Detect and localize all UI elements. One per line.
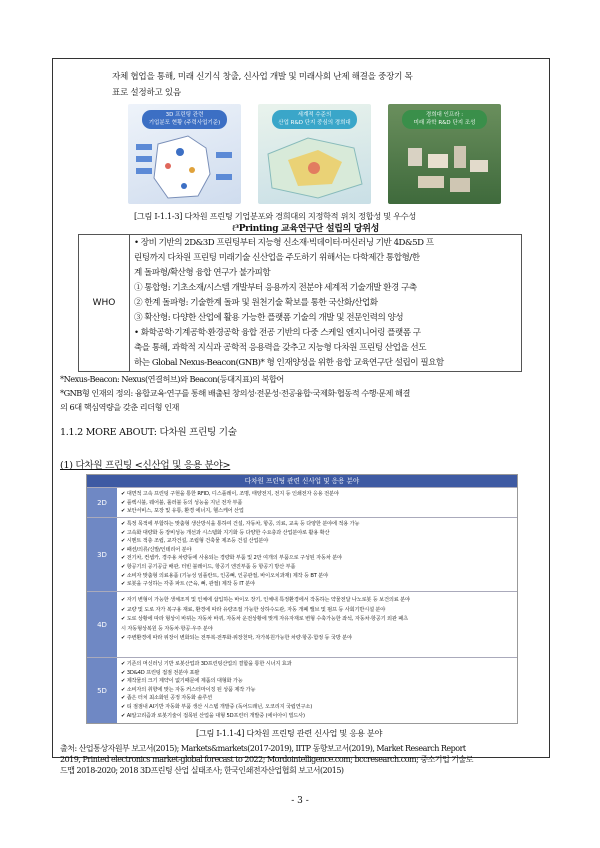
who-line: ③ 확산형: 다양한 산업에 활용 가능한 플랫폼 기술의 개발 및 전문인력의 양성	[134, 313, 404, 323]
rnd-complex-image	[258, 104, 371, 204]
table-title: ℓ³Printing 교육연구단 설립의 당위성	[232, 224, 380, 234]
intro-line: 표로 설정하고 있음	[112, 88, 181, 98]
subsection-heading: (1) 다차원 프린팅 <신산업 및 응용 분야>	[60, 460, 231, 471]
row-items: ✔ 자기 변형이 가능한 생체조직 및 인체에 삽입하는 바이오 장기, 인체내 특정환경에서 작동하는 약물전달 나노로봇 등 보건의료 분야 ✔ 교량 및 도로 자가 복구용 재료, 환경에 따라 유량조절 가능한 상하수도관, 자동 개폐 밸브 및 펌프 등 사회기반시설 분야 ✔ 도로 상황에 따라 형상이 바뀌는 자동차 바퀴, 자동차 운전상황에 맞게 자유자재로 변형 수축가능한 좌석, 자동차·항공기 외관 패츠 시 자동형상복원 등 자동차·항공·우주 분야 ✔ 주변환경에 따라 위장이 변화되는 전투복·전투화·위장천막, 자가복원가능한 차량·항공·함정 등 국방 분야	[121, 597, 410, 642]
table-header: 다차원 프린팅 관련 신사업 및 응용 분야	[87, 475, 517, 487]
page-number: - 3 -	[291, 796, 309, 806]
source-line: 드맵 2018-2020; 2018 3D프린팅 산업 실태조사; 한국인쇄전자산업협회 보고서(2015)	[60, 766, 344, 775]
source-line: 2019, Printed electronics market-global forecast to 2022; Mordointelligence.com; bccresearch.com; 중소기업 기술로	[60, 755, 473, 764]
who-line: • 장비 기반의 2D&3D 프린팅부터 지능형 신소재·빅데이터·머신러닝 기반 4D&5D 프	[134, 238, 434, 248]
who-line: • 화학공학·기계공학·환경공학 융합 전공 기반의 다중 스케일 엔지니어링 플랫폼 구	[134, 328, 421, 338]
row-label: 2D	[87, 488, 117, 518]
who-label: WHO	[79, 235, 130, 371]
row-items: ✔ 기존의 머신러닝 기반 로봇산업과 3D프린팅산업의 결합을 통한 시너지 효과 ✔ 3D&4D 프린팅 접점 전분야 포괄 ✔ 제작물의 크기 제약이 없기때문에 제품의 대형화 가능 ✔ 소비자의 취향에 맞는 자동 커스터마이징 된 상품 제작 가능 ✔ 좁은 터치 최소화된 공정 자동화 솔루션 ✔ 티 점점내 AI기반 자동화 부품 생산 시스템 개발중 (독어드래닌, 오코리지 국립연구소) ✔ AI알고리즘과 로봇기술이 접목된 산업을 대형 5D프린터 개발중 (에이아이 빌드사)	[121, 661, 313, 719]
intro-line: 자체 협업을 통해, 미래 신기식 창출, 신사업 개발 및 미래사회 난제 해결을 중장기 목	[112, 72, 413, 82]
company-map-image	[128, 104, 241, 204]
section-heading: 1.1.2 MORE ABOUT: 다차원 프린팅 기술	[60, 427, 237, 438]
campus-aerial-icon	[388, 104, 501, 204]
korea-map-icon	[128, 104, 241, 204]
image-badge: 3D 프린팅 관련 기업분포 현황 (주력사업기준)	[142, 110, 227, 129]
row-items: ✔ 특정 목적에 부합하는 맞춤형 생산방식을 통하여 건설, 자동차, 항공, 의료, 교육 등 다양한 분야에 적용 가능 ✔ 고속화 대량화 등 장비성능 개선과 시스템화 지기화 등 다양한 수요층과 산업분야로 활용 확산 ✔ 시멘트 적층 조립, 교각건설, 조립형 건축물 제조등 건설 산업분야 ✔ 패션/의류/신발/인테리어 분야 ✔ 전기차, 컨셉카, 경주용 차량등에 사용되는 경량화 부품 및 2만 여개의 부품으로 구성된 자동차 분야 ✔ 항공기의 공기공급 배관, 터빈 블레이드, 항공기 엔진부품 등 항공기 방산 부품 ✔ 소비자 맞춤형 의료용품 (기능성 임플란트, 인공뼈, 인공관절, 바이오치과재) 제작 등 BT 분야 ✔ 로봇을 구성하는 각종 파트 (근육, 뼈, 관절) 제작 등 IT 분야	[121, 521, 360, 588]
row-items: ✔ 대면적 고속 프린팅 구현을 통한 RFID, 디스플레이, 조명, 태양전지, 전지 등 인쇄전자 응용 전분야 ✔ 플렉시블, 웨어블, 롤러블 등의 성능을 지닌 전자 부품 ✔ 보안서비스, 포장 및 유통, 환경 에너지, 헬스케어 산업	[121, 491, 339, 515]
footnote: *GNB형 인재의 정의: 융합교육·연구를 통해 배출된 창의성·전문성·전공융합·국제화·협동적 수행·문제 해결	[60, 388, 410, 398]
table-row	[87, 487, 517, 518]
row-label: 3D	[87, 518, 117, 592]
who-line: 하는 Global Nexus-Beacon(GNB)* 형 인재양성을 위한 융합 교육연구단 설립이 필요함	[134, 358, 444, 368]
who-line: 계 돌파형/확산형 융합 연구가 불가피함	[134, 268, 271, 278]
source-line: 출처: 산업통상자원부 보고서(2015); Markets&markets(2017-2019), IITP 동향보고서(2019), Market Research Report	[60, 744, 466, 753]
table-row	[87, 517, 517, 592]
footnote: 의 6대 핵심역량을 갖춘 리더형 인재	[60, 402, 179, 412]
image-badge: 세계적 수준의 산업 R&D 단지 중심의 경희대	[272, 110, 357, 129]
applications-table	[86, 474, 518, 724]
who-line: ② 한계 돌파형: 기술한계 돌파 및 원천기술 확보를 통한 국산화/산업화	[134, 298, 378, 308]
who-line: 린팅까지 다차원 프린팅 미래기술 신산업을 주도하기 위해서는 다학제간 통합형/한	[134, 253, 420, 263]
figure-caption: [그림 Ⅰ-1.1-3] 다차원 프린팅 기업분포와 경희대의 지정학적 위치 정합성 및 우수성	[134, 211, 416, 221]
who-line: ① 통합형: 기초소재/시스템 개발부터 응용까지 전분야 세계적 기술개발 환경 구축	[134, 283, 417, 293]
row-label: 4D	[87, 592, 117, 658]
campus-photo-image	[388, 104, 501, 204]
table-row	[87, 657, 517, 723]
footnote: *Nexus-Beacon: Nexus(연결허브)와 Beacon(등대지표)의 복합어	[60, 374, 284, 384]
image-badge: 경희대 인프라 : 미래 과학 R&D 단지 조성	[402, 110, 487, 129]
row-label: 5D	[87, 658, 117, 723]
table-row	[87, 591, 517, 658]
region-map-icon	[258, 104, 371, 204]
figure-caption: [그림 Ⅰ-1.1-4] 다차원 프린팅 관련 신사업 및 응용 분야	[196, 728, 383, 738]
who-line: 축을 통해, 과학적 지식과 공학적 응용력을 갖추고 지능형 다차원 프린팅 산업을 선도	[134, 343, 427, 353]
